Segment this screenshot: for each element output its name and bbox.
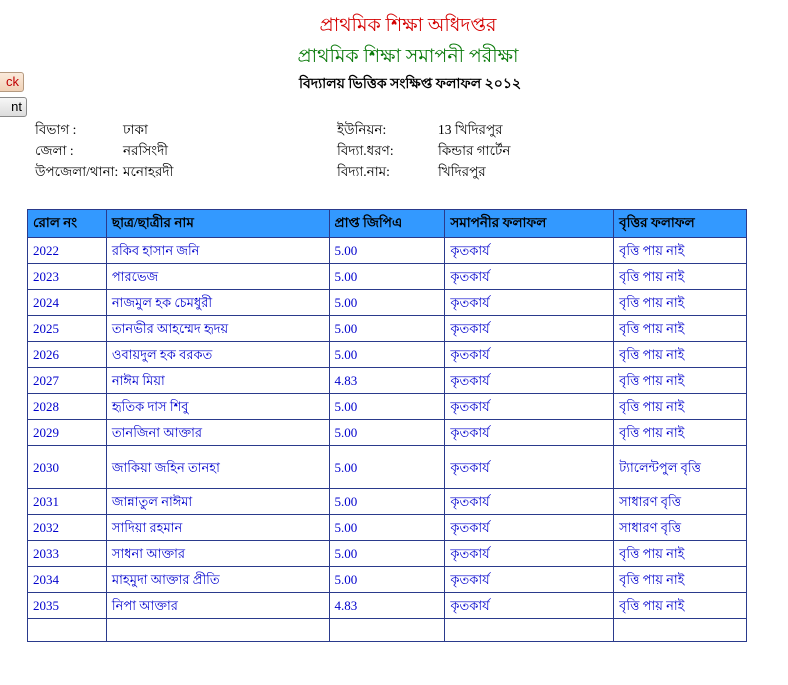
info-row-division — [35, 119, 295, 140]
result-cell: কৃতকার্য — [445, 394, 614, 420]
table-row — [28, 316, 747, 342]
info-row-union — [337, 119, 637, 140]
scholarship-cell: বৃত্তি পায় নাই — [614, 394, 747, 420]
roll-cell: 2032 — [28, 515, 107, 541]
table-row — [28, 446, 747, 489]
school-info-left — [35, 119, 295, 182]
table-row — [28, 593, 747, 619]
table-row — [28, 342, 747, 368]
result-cell: কৃতকার্য — [445, 567, 614, 593]
name-cell: জাকিয়া জহিন তানহা — [106, 446, 329, 489]
name-cell: জান্নাতুল নাঈমা — [106, 489, 329, 515]
info-row-school-type — [337, 140, 637, 161]
upazila-value: মনোহরদী — [123, 164, 174, 179]
name-cell: সাদিয়া রহমান — [106, 515, 329, 541]
gpa-cell: 5.00 — [329, 290, 445, 316]
roll-cell: 2033 — [28, 541, 107, 567]
roll-cell: 2026 — [28, 342, 107, 368]
result-cell: কৃতকার্য — [445, 593, 614, 619]
gpa-cell: 5.00 — [329, 264, 445, 290]
name-cell: পারভেজ — [106, 264, 329, 290]
result-cell: কৃতকার্য — [445, 264, 614, 290]
scholarship-cell: বৃত্তি পায় নাই — [614, 567, 747, 593]
report-title: বিদ্যালয় ভিত্তিক সংক্ষিপ্ত ফলাফল ২০১২ — [298, 77, 522, 92]
gpa-cell: 5.00 — [329, 342, 445, 368]
empty-cell — [445, 619, 614, 642]
result-cell: কৃতকার্য — [445, 541, 614, 567]
upazila-label: উপজেলা/থানা: — [35, 164, 119, 179]
scholarship-cell: বৃত্তি পায় নাই — [614, 420, 747, 446]
roll-cell: 2024 — [28, 290, 107, 316]
union-label: ইউনিয়ন: — [337, 122, 387, 137]
table-row-empty — [28, 619, 747, 642]
roll-cell: 2035 — [28, 593, 107, 619]
roll-cell: 2028 — [28, 394, 107, 420]
roll-cell: 2027 — [28, 368, 107, 394]
result-cell: কৃতকার্য — [445, 316, 614, 342]
scholarship-cell: সাধারণ বৃত্তি — [614, 515, 747, 541]
empty-cell — [106, 619, 329, 642]
table-row — [28, 368, 747, 394]
gpa-cell: 5.00 — [329, 446, 445, 489]
table-row — [28, 290, 747, 316]
header-name: ছাত্র/ছাত্রীর নাম — [106, 210, 329, 238]
exam-title: প্রাথমিক শিক্ষা সমাপনী পরীক্ষা — [297, 46, 519, 67]
roll-cell: 2034 — [28, 567, 107, 593]
result-cell: কৃতকার্য — [445, 446, 614, 489]
scholarship-cell: বৃত্তি পায় নাই — [614, 368, 747, 394]
school-name-value: খিদিরপুর — [438, 164, 486, 179]
school-type-value: কিন্ডার গার্টেন — [438, 143, 511, 158]
gpa-cell: 5.00 — [329, 238, 445, 264]
gpa-cell: 4.83 — [329, 368, 445, 394]
info-row-school-name — [337, 161, 637, 182]
division-label: বিভাগ : — [35, 122, 77, 137]
result-cell: কৃতকার্য — [445, 290, 614, 316]
division-value: ঢাকা — [123, 122, 148, 137]
district-value: নরসিংদী — [123, 143, 169, 158]
name-cell: ওবায়দুল হক বরকত — [106, 342, 329, 368]
name-cell: রকিব হাসান জনি — [106, 238, 329, 264]
scholarship-cell: বৃত্তি পায় নাই — [614, 238, 747, 264]
roll-cell: 2029 — [28, 420, 107, 446]
name-cell: সাধনা আক্তার — [106, 541, 329, 567]
empty-cell — [329, 619, 445, 642]
name-cell: নাজমুল হক চেমধুরী — [106, 290, 329, 316]
roll-cell: 2025 — [28, 316, 107, 342]
scholarship-cell: বৃত্তি পায় নাই — [614, 290, 747, 316]
header-result: সমাপনীর ফলাফল — [445, 210, 614, 238]
header-roll: রোল নং — [28, 210, 107, 238]
table-row — [28, 264, 747, 290]
school-name-label: বিদ্যা.নাম: — [337, 164, 390, 179]
roll-cell: 2023 — [28, 264, 107, 290]
info-row-district — [35, 140, 295, 161]
print-button[interactable]: nt — [0, 97, 27, 117]
union-value: 13 খিদিরপুর — [438, 122, 503, 137]
info-row-upazila — [35, 161, 295, 182]
gpa-cell: 5.00 — [329, 316, 445, 342]
scholarship-cell: বৃত্তি পায় নাই — [614, 593, 747, 619]
gpa-cell: 5.00 — [329, 420, 445, 446]
name-cell: নিপা আক্তার — [106, 593, 329, 619]
roll-cell: 2030 — [28, 446, 107, 489]
empty-cell — [614, 619, 747, 642]
name-cell: হৃতিক দাস শিবু — [106, 394, 329, 420]
results-table — [27, 209, 747, 642]
gpa-cell: 4.83 — [329, 593, 445, 619]
back-button[interactable]: ck — [0, 72, 24, 92]
result-cell: কৃতকার্য — [445, 342, 614, 368]
name-cell: তানজিনা আক্তার — [106, 420, 329, 446]
roll-cell: 2022 — [28, 238, 107, 264]
table-row — [28, 238, 747, 264]
scholarship-cell: বৃত্তি পায় নাই — [614, 541, 747, 567]
table-row — [28, 489, 747, 515]
scholarship-cell: বৃত্তি পায় নাই — [614, 264, 747, 290]
scholarship-cell: সাধারণ বৃত্তি — [614, 489, 747, 515]
table-header-row — [28, 210, 747, 238]
gpa-cell: 5.00 — [329, 489, 445, 515]
result-cell: কৃতকার্য — [445, 368, 614, 394]
scholarship-cell: বৃত্তি পায় নাই — [614, 342, 747, 368]
scholarship-cell: ট্যালেন্টপুল বৃত্তি — [614, 446, 747, 489]
table-row — [28, 567, 747, 593]
result-cell: কৃতকার্য — [445, 489, 614, 515]
directorate-title: প্রাথমিক শিক্ষা অধিদপ্তর — [319, 15, 497, 36]
name-cell: মাহমুদা আক্তার প্রীতি — [106, 567, 329, 593]
table-row — [28, 515, 747, 541]
scholarship-cell: বৃত্তি পায় নাই — [614, 316, 747, 342]
table-row — [28, 541, 747, 567]
gpa-cell: 5.00 — [329, 394, 445, 420]
header-gpa: প্রাপ্ত জিপিএ — [329, 210, 445, 238]
gpa-cell: 5.00 — [329, 515, 445, 541]
result-cell: কৃতকার্য — [445, 238, 614, 264]
district-label: জেলা : — [35, 143, 74, 158]
result-cell: কৃতকার্য — [445, 420, 614, 446]
name-cell: নাঈম মিয়া — [106, 368, 329, 394]
table-row — [28, 394, 747, 420]
name-cell: তানভীর আহম্মেদ হৃদয় — [106, 316, 329, 342]
table-row — [28, 420, 747, 446]
roll-cell: 2031 — [28, 489, 107, 515]
gpa-cell: 5.00 — [329, 567, 445, 593]
gpa-cell: 5.00 — [329, 541, 445, 567]
header-scholarship: বৃত্তির ফলাফল — [614, 210, 747, 238]
school-info-right — [337, 119, 637, 182]
school-type-label: বিদ্যা.ধরণ: — [337, 143, 394, 158]
result-cell: কৃতকার্য — [445, 515, 614, 541]
empty-cell — [28, 619, 107, 642]
